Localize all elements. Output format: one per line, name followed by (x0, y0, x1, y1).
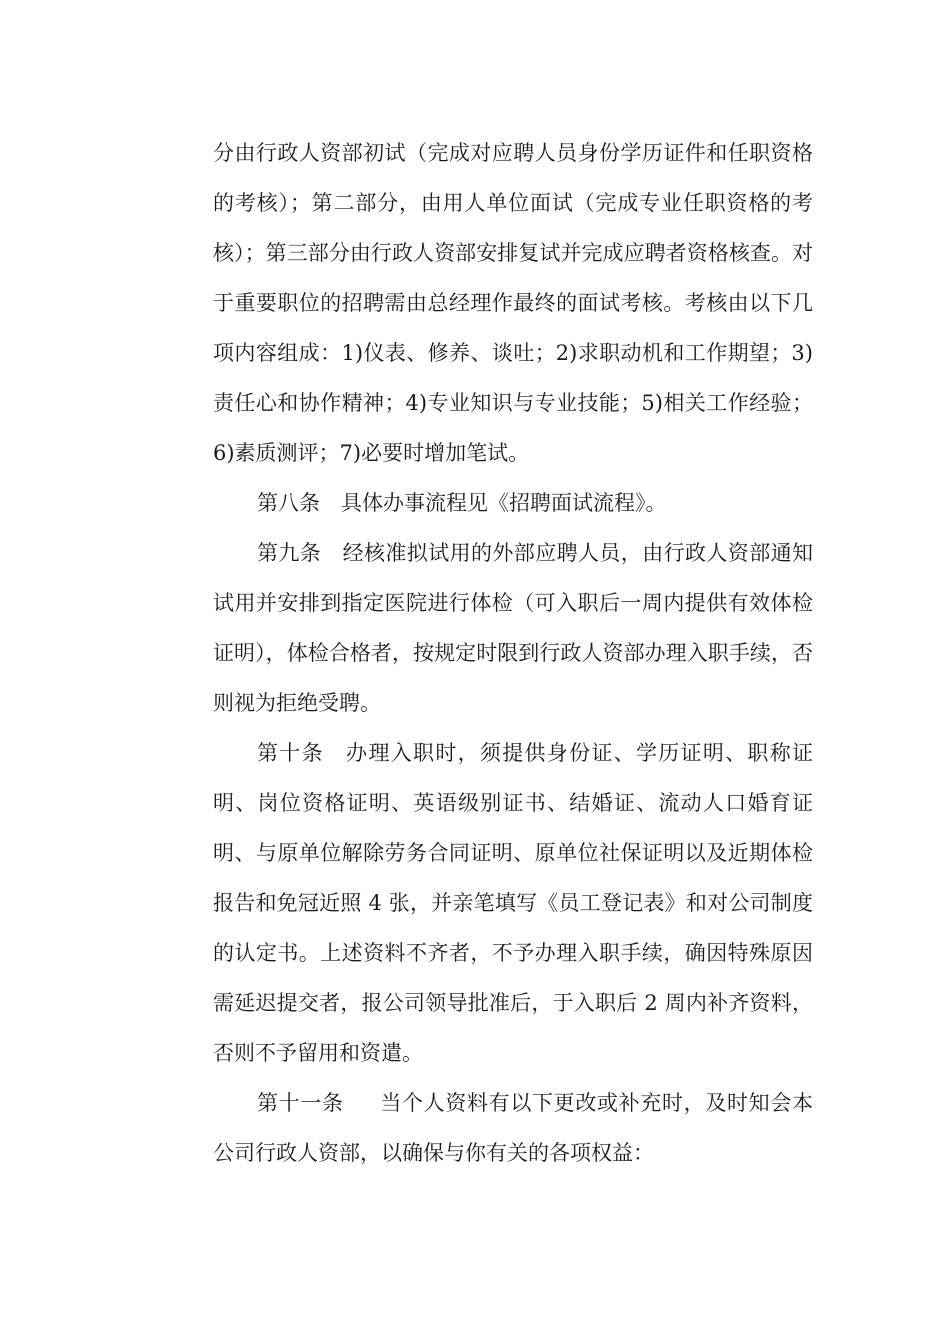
paragraph-text: 当个人资料有以下更改或补充时，及时知会本公司行政人资部，以确保与你有关的各项权益： (213, 1091, 814, 1165)
paragraph-text: 分由行政人资部初试（完成对应聘人员身份学历证件和任职资格的考核）；第二部分，由用人单位面试（完成专业任职资格的考核）；第三部分由行政人资部安排复试并完成应聘者资格核查。对于重要职位的招聘需由总经理作最终的面试考核。考核由以下几项内容组成：1)仪表、修养、谈吐；2)求职动机和工作期望；3)责任心和协作精神；4)专业知识与专业技能；5)相关工作经验；6)素质测评；7)必要时增加笔试。 (213, 141, 813, 465)
document-body (213, 128, 813, 1178)
article-number: 第八条 (257, 491, 320, 515)
paragraph-continuation (213, 128, 813, 478)
paragraph-article-8 (213, 478, 813, 528)
article-number: 第十一条 (257, 1091, 344, 1115)
paragraph-article-11 (213, 1078, 813, 1178)
paragraph-text: 具体办事流程见《招聘面试流程》。 (341, 491, 667, 515)
paragraph-article-10 (213, 728, 813, 1078)
paragraph-article-9 (213, 528, 813, 728)
article-number: 第九条 (257, 541, 322, 565)
article-number: 第十条 (257, 741, 324, 765)
paragraph-text: 办理入职时，须提供身份证、学历证明、职称证明、岗位资格证明、英语级别证书、结婚证、流动人口婚育证明、与原单位解除劳务合同证明、原单位社保证明以及近期体检报告和免冠近照 4 张，并亲笔填写《员工登记表》和对公司制度的认定书。上述资料不齐者，不予办理入职手续，确因特殊原因需延迟提交者，报公司领导批准后，于入职后 2 周内补齐资料，否则不予留用和资遣。 (213, 741, 813, 1065)
paragraph-text: 经核准拟试用的外部应聘人员，由行政人资部通知试用并安排到指定医院进行体检（可入职后一周内提供有效体检证明），体检合格者，按规定时限到行政人资部办理入职手续，否则视为拒绝受聘。 (213, 541, 814, 715)
